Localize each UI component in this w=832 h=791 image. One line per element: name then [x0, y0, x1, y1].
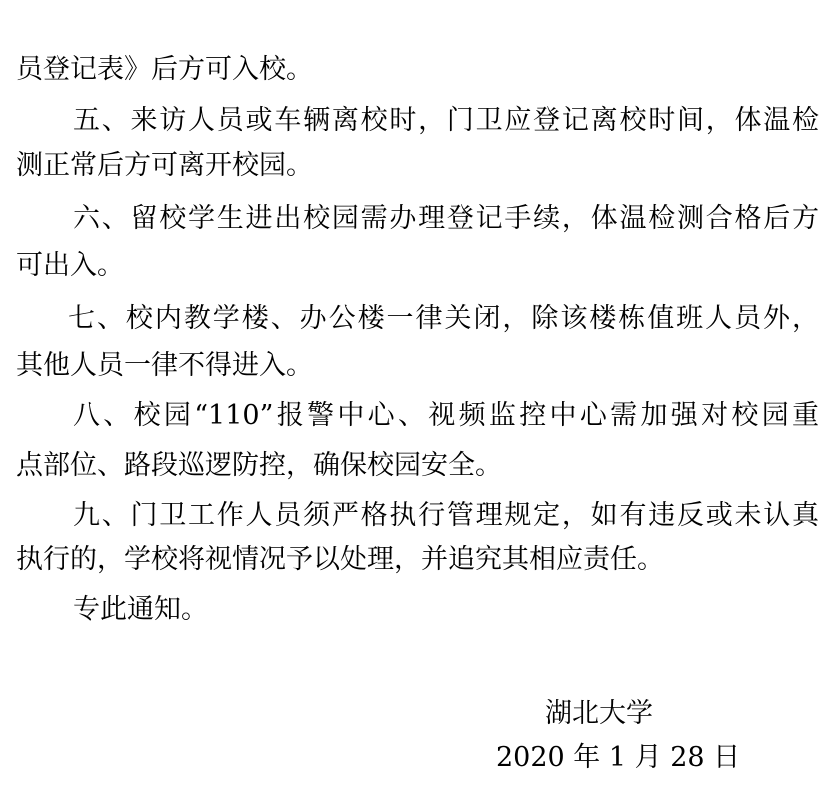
item-8-line-1: 八、校园“110”报警中心、视频监控中心需加强对校园重 — [73, 400, 819, 431]
item-7-line-1: 七、校内教学楼、办公楼一律关闭，除该楼栋值班人员外， — [68, 303, 819, 334]
item-8-line-2: 点部位、路段巡逻防控，确保校园安全。 — [16, 450, 502, 481]
item-5-line-2: 测正常后方可离开校园。 — [16, 150, 313, 181]
item-5-line-1: 五、来访人员或车辆离校时，门卫应登记离校时间，体温检 — [73, 105, 819, 136]
item-7-line-2: 其他人员一律不得进入。 — [16, 350, 313, 381]
item-6-line-1: 六、留校学生进出校园需办理登记手续，体温检测合格后方 — [73, 203, 819, 234]
item-6-line-2: 可出入。 — [16, 250, 124, 281]
item-9-line-2: 执行的，学校将视情况予以处理，并追究其相应责任。 — [16, 544, 664, 575]
body-line-1: 员登记表》后方可入校。 — [16, 54, 313, 85]
closing-line: 专此通知。 — [73, 594, 208, 625]
item-9-line-1: 九、门卫工作人员须严格执行管理规定，如有违反或未认真 — [73, 500, 819, 531]
signature-organization: 湖北大学 — [545, 698, 653, 729]
signature-date: 2020 年 1 月 28 日 — [496, 742, 741, 773]
